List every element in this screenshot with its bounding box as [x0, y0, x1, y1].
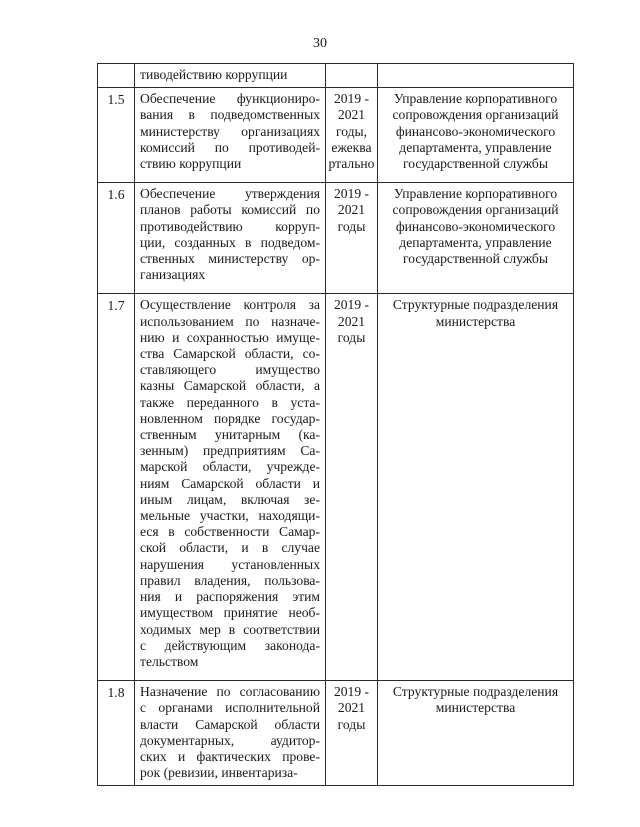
description-line: использованием по назначе- [140, 313, 320, 329]
row-description [135, 183, 326, 294]
description-line: имуществом принятие необ- [140, 605, 320, 621]
page-number: 30 [313, 36, 327, 51]
term-line: 2019 - [333, 186, 370, 202]
description-line: зенным) предприятиям Са- [140, 443, 320, 459]
term-line: 2021 [337, 202, 366, 218]
description-line: комиссий по противодей- [140, 139, 320, 155]
term-line: годы, [335, 123, 368, 139]
responsible-line: министерства [435, 313, 516, 329]
description-line: ганизациях [140, 267, 206, 283]
table-row [98, 183, 574, 294]
term-line: 2019 - [333, 297, 370, 313]
term-line: 2021 [337, 107, 366, 123]
row-number: 1.7 [98, 294, 135, 681]
row-responsible [378, 88, 574, 183]
row-term [326, 64, 378, 88]
description-line: еся в собственности Самар- [140, 524, 320, 540]
description-line: рок (ревизии, инвентариза- [140, 765, 298, 781]
table-row [98, 681, 574, 786]
row-responsible [378, 681, 574, 786]
description-line: с органами исполнительной [140, 700, 320, 716]
description-line: новленном порядке государ- [140, 410, 320, 426]
responsible-line: департамента, управление [399, 139, 552, 155]
description-line: марской области, учрежде- [140, 459, 320, 475]
description-line: мельные участки, находящи- [140, 508, 320, 524]
responsible-line: сопровождения организаций [392, 202, 559, 218]
description-line: с действующим законода- [140, 637, 320, 653]
row-number: 1.6 [98, 183, 135, 294]
responsible-line: государственной службы [403, 156, 548, 172]
description-line: правил владения, пользова- [140, 572, 320, 588]
term-line: годы [337, 716, 366, 732]
table-row [98, 64, 574, 88]
responsible-line: Структурные подразделения [392, 684, 559, 700]
responsible-line: министерства [435, 700, 516, 716]
row-responsible [378, 183, 574, 294]
row-description [135, 64, 326, 88]
term-line: 2021 [337, 313, 366, 329]
term-line: ртально [328, 156, 375, 172]
responsible-line: сопровождения организаций [392, 107, 559, 123]
anticorruption-plan-table [97, 63, 574, 786]
responsible-line: Управление корпоративного [393, 91, 558, 107]
row-term [326, 183, 378, 294]
description-line: ствию коррупции [140, 156, 242, 172]
term-line: ежеква [331, 139, 372, 155]
description-line: нию и сохранностью имуще- [140, 329, 320, 345]
row-description [135, 294, 326, 681]
description-line: планов работы комиссий по [140, 202, 320, 218]
row-responsible [378, 64, 574, 88]
description-line: ния и распоряжения этим [140, 589, 320, 605]
description-line: тиводействию коррупции [140, 67, 288, 82]
responsible-line: финансово-экономического [395, 218, 556, 234]
description-line: противодействию корруп- [140, 218, 320, 234]
description-line: ции, созданных в подведом- [140, 234, 320, 250]
description-line: министерству организациях [140, 123, 320, 139]
plan-table-container [97, 63, 577, 827]
row-description [135, 88, 326, 183]
term-line: 2019 - [333, 91, 370, 107]
row-term [326, 681, 378, 786]
term-line: 2019 - [333, 684, 370, 700]
row-number [98, 64, 135, 88]
description-line: Обеспечение функциониро- [140, 91, 320, 107]
description-line: ниям Самарской области и [140, 475, 320, 491]
description-line: власти Самарской области [140, 716, 320, 732]
row-responsible [378, 294, 574, 681]
description-line: тельством [140, 653, 199, 669]
description-line: ства Самарской области, со- [140, 346, 320, 362]
description-line: ственным унитарным (ка- [140, 427, 320, 443]
description-line: ставляющего имущество [140, 362, 320, 378]
row-number: 1.5 [98, 88, 135, 183]
table-row [98, 88, 574, 183]
table-body [98, 64, 574, 786]
responsible-line: финансово-экономического [395, 123, 556, 139]
responsible-line: Управление корпоративного [393, 186, 558, 202]
responsible-line: департамента, управление [399, 234, 552, 250]
term-line: годы [337, 218, 366, 234]
row-number: 1.8 [98, 681, 135, 786]
description-line: ских и фактических прове- [140, 748, 320, 764]
term-line: годы [337, 329, 366, 345]
description-line: нарушения установленных [140, 556, 320, 572]
responsible-line: государственной службы [403, 251, 548, 267]
row-term [326, 294, 378, 681]
description-line: ской области, и в случае [140, 540, 320, 556]
description-line: Назначение по согласованию [140, 684, 320, 700]
description-line: ственных министерству ор- [140, 251, 320, 267]
row-description [135, 681, 326, 786]
responsible-line: Структурные подразделения [392, 297, 559, 313]
row-term [326, 88, 378, 183]
description-line: Обеспечение утверждения [140, 186, 320, 202]
description-line: документарных, аудитор- [140, 732, 320, 748]
description-line: ходимых мер в соответствии [140, 621, 320, 637]
description-line: вания в подведомственных [140, 107, 320, 123]
description-line: казны Самарской области, а [140, 378, 320, 394]
table-row [98, 294, 574, 681]
description-line: иным лицам, включая зе- [140, 491, 320, 507]
description-line: Осуществление контроля за [140, 297, 320, 313]
description-line: также переданного в уста- [140, 394, 320, 410]
term-line: 2021 [337, 700, 366, 716]
